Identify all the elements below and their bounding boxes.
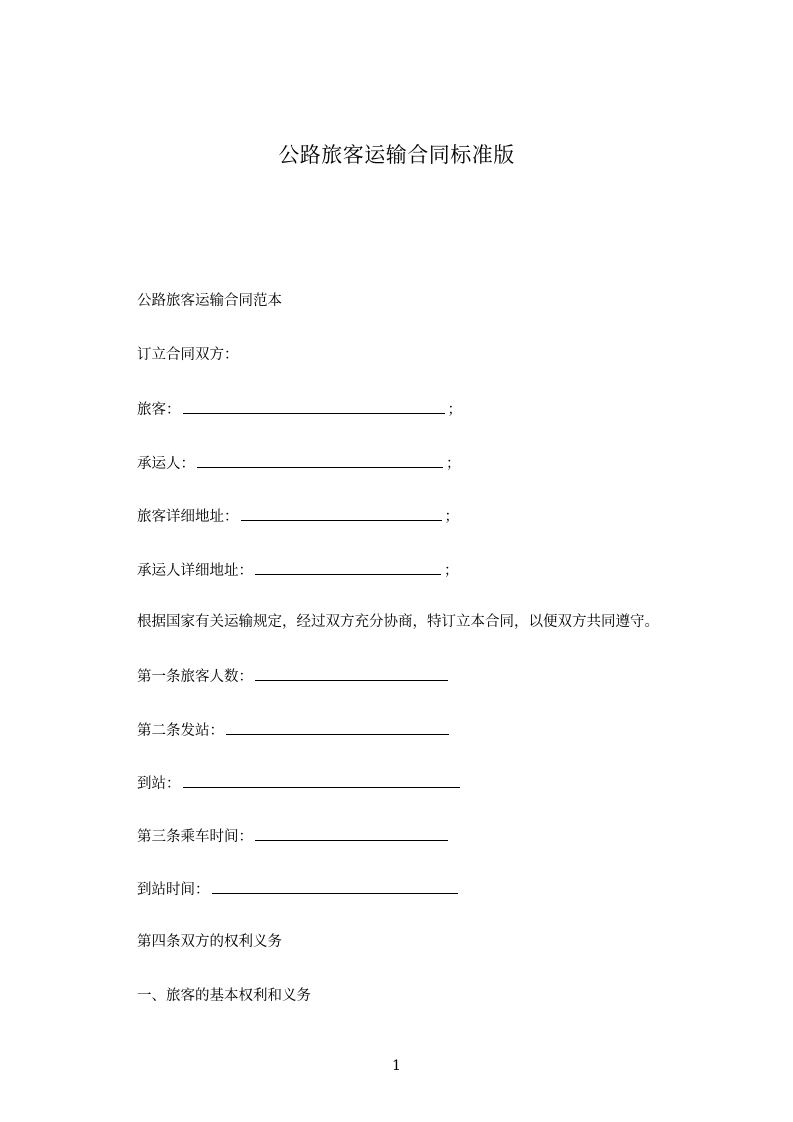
arrival-station-label: 到站： — [137, 776, 181, 792]
article3-label: 第三条乘车时间： — [137, 829, 253, 845]
boarding-time-blank[interactable] — [255, 826, 448, 841]
parties-heading: 订立合同双方： — [137, 347, 239, 363]
carrier-address-row — [137, 560, 459, 581]
passenger-address-label: 旅客详细地址： — [137, 509, 239, 525]
passenger-address-blank[interactable] — [241, 506, 442, 521]
passenger-address-row — [137, 506, 459, 527]
document-subtitle: 公路旅客运输合同范本 — [137, 293, 282, 309]
article2-label: 第二条发站： — [137, 723, 224, 739]
passenger-address-terminator: ； — [444, 509, 459, 525]
article3-row — [137, 826, 448, 847]
arrival-station-blank[interactable] — [183, 773, 460, 788]
arrival-time-row — [137, 879, 458, 900]
article1-label: 第一条旅客人数： — [137, 669, 253, 685]
passenger-field-row — [137, 399, 462, 420]
arrival-time-label: 到站时间： — [137, 882, 210, 898]
carrier-address-terminator: ； — [444, 563, 459, 579]
carrier-address-label: 承运人详细地址： — [137, 563, 253, 579]
article4-heading: 第四条双方的权利义务 — [137, 934, 282, 950]
carrier-label: 承运人： — [137, 456, 195, 472]
arrival-station-row — [137, 773, 460, 794]
passenger-count-blank[interactable] — [255, 666, 448, 681]
section1-heading: 一、旅客的基本权利和义务 — [137, 988, 311, 1004]
preamble-paragraph: 根据国家有关运输规定，经过双方充分协商，特订立本合同，以便双方共同遵守。 — [137, 614, 659, 630]
carrier-terminator: ； — [446, 456, 461, 472]
departure-station-blank[interactable] — [226, 720, 449, 735]
carrier-field-row — [137, 453, 461, 474]
passenger-terminator: ； — [447, 402, 462, 418]
carrier-blank[interactable] — [197, 453, 443, 468]
carrier-address-blank[interactable] — [255, 560, 441, 575]
document-title: 公路旅客运输合同标准版 — [278, 143, 515, 167]
arrival-time-blank[interactable] — [212, 879, 458, 894]
article1-row — [137, 666, 448, 687]
passenger-label: 旅客： — [137, 402, 181, 418]
page-number: 1 — [392, 1058, 401, 1074]
passenger-blank[interactable] — [183, 399, 445, 414]
article2-row — [137, 720, 449, 741]
